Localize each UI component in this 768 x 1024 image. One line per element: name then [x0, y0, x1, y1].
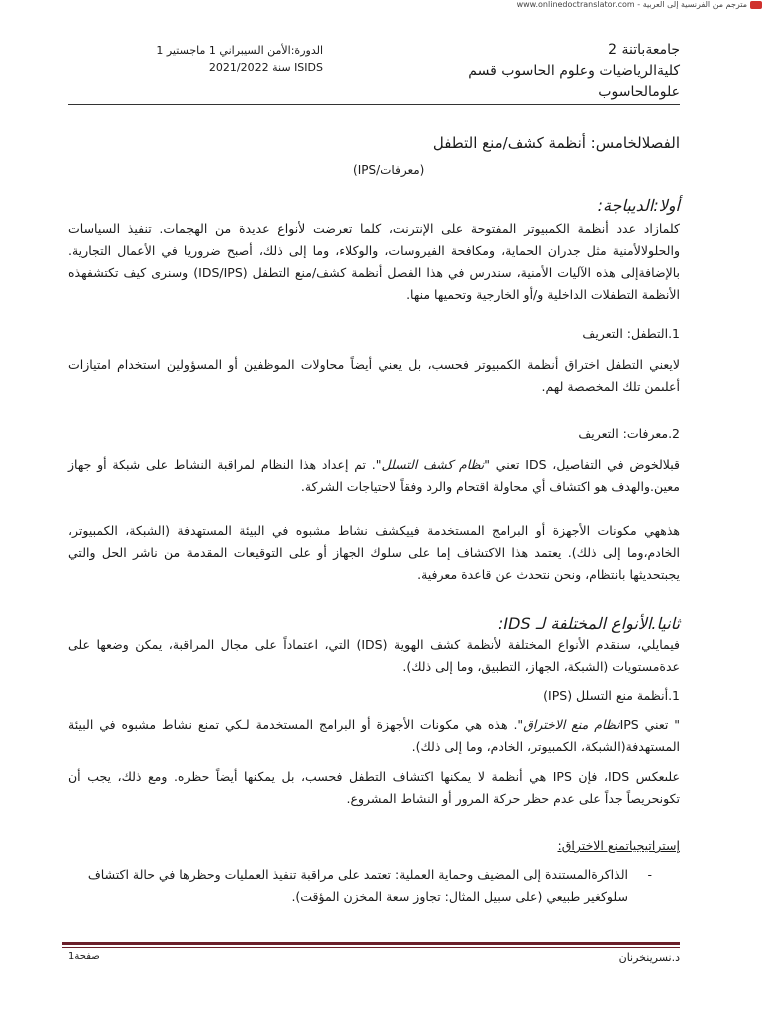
footer-author: د.نسرينخرنان — [618, 951, 680, 964]
ids-types-intro: فيمايلي، سنقدم الأنواع المختلفة لأنظمة كشف الهوية (IDS) التي، اعتماداً على مجال المراقبة، يمكن وضعها على عدةمستويات (الشبكة، الجهاز، التطبيق، وما إلى ذلك). — [68, 637, 680, 674]
ids-definition-heading: 2.معرفات: التعريف — [578, 426, 680, 441]
faculty-name: كليةالرياضيات وعلوم الحاسوب قسم — [468, 63, 680, 79]
ids-definition-part-a: قبلالخوض في التفاصيل، IDS تعني " — [484, 457, 680, 472]
document-page — [68, 0, 680, 1024]
header-institution — [350, 40, 680, 103]
ids-definition-term: نظام كشف التسلل — [381, 457, 485, 472]
watermark-text: www.onlinedoctranslator.com - مترجم من الفرنسية إلى العربية — [516, 0, 747, 9]
header-course — [123, 42, 323, 76]
footer-divider-thin — [62, 947, 680, 948]
chapter-subtitle: (معرفات/IPS) — [353, 163, 425, 177]
ips-definition-part-b: ". هذه هي مكونات الأجهزة أو البرامج المستخدمة لـكي تمنع نشاط مشبوه في البيئة المستهدفة(الشبكة، الكمبيوتر، الخادم، وما إلى ذلك). — [68, 717, 680, 754]
section-heading-ids-types: ثانيا.الأنواع المختلفة لـ IDS: — [498, 614, 680, 633]
department-name: علومالحاسوب — [598, 84, 680, 100]
course-name: الدورة:الأمن السيبراني 1 ماجستير 1 — [156, 44, 323, 57]
footer-page-number: صفحة1 — [68, 951, 100, 962]
bullet-dash: - — [647, 867, 652, 882]
intrusion-definition-heading: 1.التطفل: التعريف — [582, 326, 680, 341]
preamble-paragraph: كلمازاد عدد أنظمة الكمبيوتر المفتوحة على الإنترنت، كلما تعرضت لأنواع عديدة من الهجمات. تنفيذ السياسات والحلولالأمنية مثل جدران الحماية، ومكافحة الفيروسات، والوكلاء، وما إلى ذلك، أصبح ضروريا في الأعمال التجارية. بالإضافةإلى هذه الآليات الأمنية، سندرس في هذا الفصل أنظمة كشف/منع التطفل (IDS/IPS) وسنرى كيف تكتشفهذه الأنظمة التطفلات الداخلية و/أو الخارجية وتحميها منها. — [68, 221, 680, 302]
ids-definition-text — [68, 454, 680, 498]
ips-vs-ids-text: علىعكس IDS، فإن IPS هي أنظمة لا يمكنها اكتشاف التطفل فحسب، بل يمكنها أيضاً حظره. ومع ذلك، يجب أن تكونحريصاً جداً على عدم حظر حركة المرور أو النشاط المشروع. — [68, 769, 680, 806]
ids-components-text: هذههي مكونات الأجهزة أو البرامج المستخدمة فييكشف نشاط مشبوه في البيئة المستهدفة (الشبكة، الكمبيوتر، الخادم،وما إلى ذلك). يعتمد هذا الاكتشاف إما على سلوك الجهاز أو على التوقيعات المقدمة من ناشر الحل والتي يجبتحديثها بانتظام، ونحن نتحدث عن قاعدة معرفية. — [68, 523, 680, 582]
list-item-text: الذاكرةالمستندة إلى المضيف وحماية العملية: تعتمد على مراقبة تنفيذ العمليات وحظرها في حالة اكتشاف سلوكغير طبيعي (على سبيل المثال: تجاوز سعة المخزن المؤقت). — [87, 867, 628, 904]
header-divider — [68, 104, 680, 105]
ips-heading: 1.أنظمة منع التسلل (IPS) — [543, 688, 680, 703]
list-item — [68, 864, 680, 908]
section-heading-preamble: أولا:الديباجة: — [597, 196, 680, 215]
prevention-strategies-heading: إستراتيجياتمنع الاختراق: — [557, 838, 680, 853]
ips-definition-term: نظام منع الاختراق — [523, 717, 620, 732]
ips-definition-part-a: " تعني IPS — [619, 717, 680, 732]
academic-year: ISIDS سنة 2021/2022 — [208, 61, 323, 74]
footer-divider-thick — [62, 942, 680, 945]
intrusion-definition-text: لايعني التطفل اختراق أنظمة الكمبيوتر فحسب، بل يعني أيضاً محاولات الموظفين أو المسؤولين استخدام امتيازات أعلىمن تلك المخصصة لهم. — [68, 357, 680, 394]
chapter-title: الفصلالخامس: أنظمة كشف/منع التطفل — [432, 134, 680, 152]
university-name: جامعةباتنة 2 — [608, 42, 680, 58]
ids-definition-part-b: ". تم إعداد هذا النظام لمراقبة النشاط على شبكة أو جهاز معين.والهدف هو اكتشاف أي محاولة اقتحام والرد وفقاً لاحتياجات الشركة. — [68, 457, 680, 494]
ips-definition-text — [68, 714, 680, 758]
translator-logo-icon — [750, 1, 762, 9]
